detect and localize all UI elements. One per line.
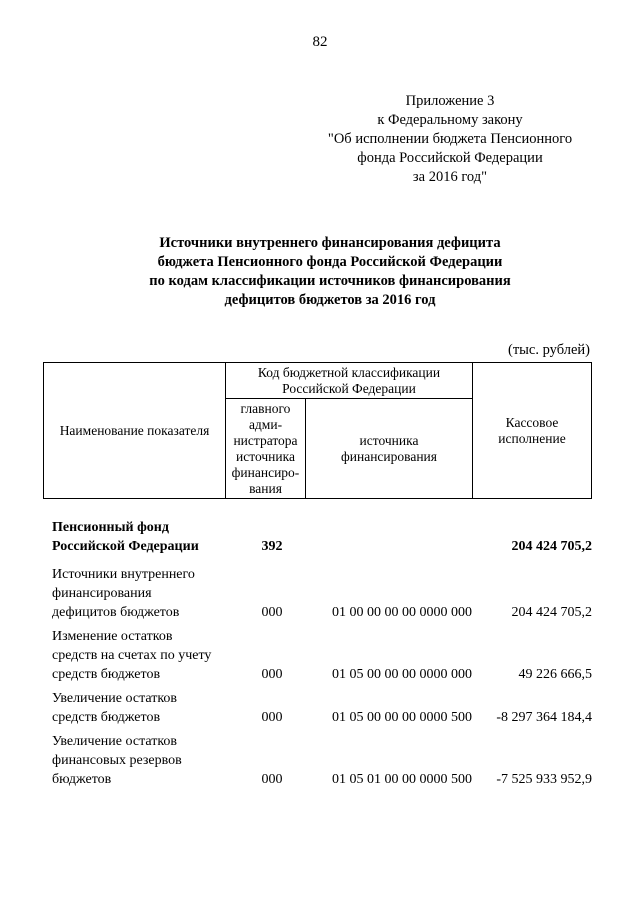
title-line: Источники внутреннего финансирования дефицита [159, 235, 501, 251]
row-admin-code: 392 [261, 539, 283, 554]
header-financing-source: источника финансирования [306, 399, 473, 499]
row-name: Увеличение остатков средств бюджетов [52, 691, 178, 725]
table-row [52, 565, 592, 622]
table-row [52, 518, 592, 556]
row-amount: -8 297 364 184,4 [496, 710, 592, 725]
title-line: по кодам классификации источников финансирования [149, 273, 511, 289]
row-amount: 49 226 666,5 [518, 667, 592, 682]
page-number: 82 [312, 34, 328, 50]
table-header [43, 362, 592, 499]
header-chief-administrator: главного адми- нистратора источника финансиро- вания [226, 399, 306, 499]
row-amount: -7 525 933 952,9 [496, 772, 592, 787]
row-name: Источники внутреннего финансирования дефицитов бюджетов [52, 567, 195, 620]
row-source-code: 01 00 00 00 00 0000 000 [332, 605, 472, 620]
header-code-group: Код бюджетной классификации Российской Федерации [226, 363, 473, 399]
table-body [52, 518, 592, 789]
units-label: (тыс. рублей) [508, 342, 590, 358]
title-line: бюджета Пенсионного фонда Российской Федерации [157, 254, 503, 270]
appendix-line: за 2016 год" [412, 169, 488, 185]
row-name: Пенсионный фонд Российской Федерации [52, 520, 199, 554]
row-amount: 204 424 705,2 [511, 539, 592, 554]
table-row [52, 627, 592, 684]
row-admin-code: 000 [261, 667, 283, 682]
row-name: Изменение остатков средств на счетах по учету средств бюджетов [52, 629, 212, 682]
row-source-code: 01 05 00 00 00 0000 500 [332, 710, 472, 725]
table-row [52, 732, 592, 789]
header-indicator-name: Наименование показателя [44, 363, 226, 499]
row-admin-code: 000 [261, 605, 283, 620]
row-name: Увеличение остатков финансовых резервов бюджетов [52, 734, 182, 787]
appendix-line: фонда Российской Федерации [357, 150, 543, 166]
row-amount: 204 424 705,2 [511, 605, 592, 620]
table-row [52, 689, 592, 727]
appendix-line: "Об исполнении бюджета Пенсионного [327, 131, 573, 147]
appendix-line: к Федеральному закону [377, 112, 523, 128]
header-cash-execution: Кассовое исполнение [473, 363, 592, 499]
appendix-reference [310, 92, 590, 187]
row-admin-code: 000 [261, 710, 283, 725]
document-title [80, 234, 580, 310]
row-source-code: 01 05 01 00 00 0000 500 [332, 772, 472, 787]
appendix-line: Приложение 3 [405, 93, 495, 109]
row-source-code: 01 05 00 00 00 0000 000 [332, 667, 472, 682]
row-admin-code: 000 [261, 772, 283, 787]
title-line: дефицитов бюджетов за 2016 год [224, 292, 436, 308]
